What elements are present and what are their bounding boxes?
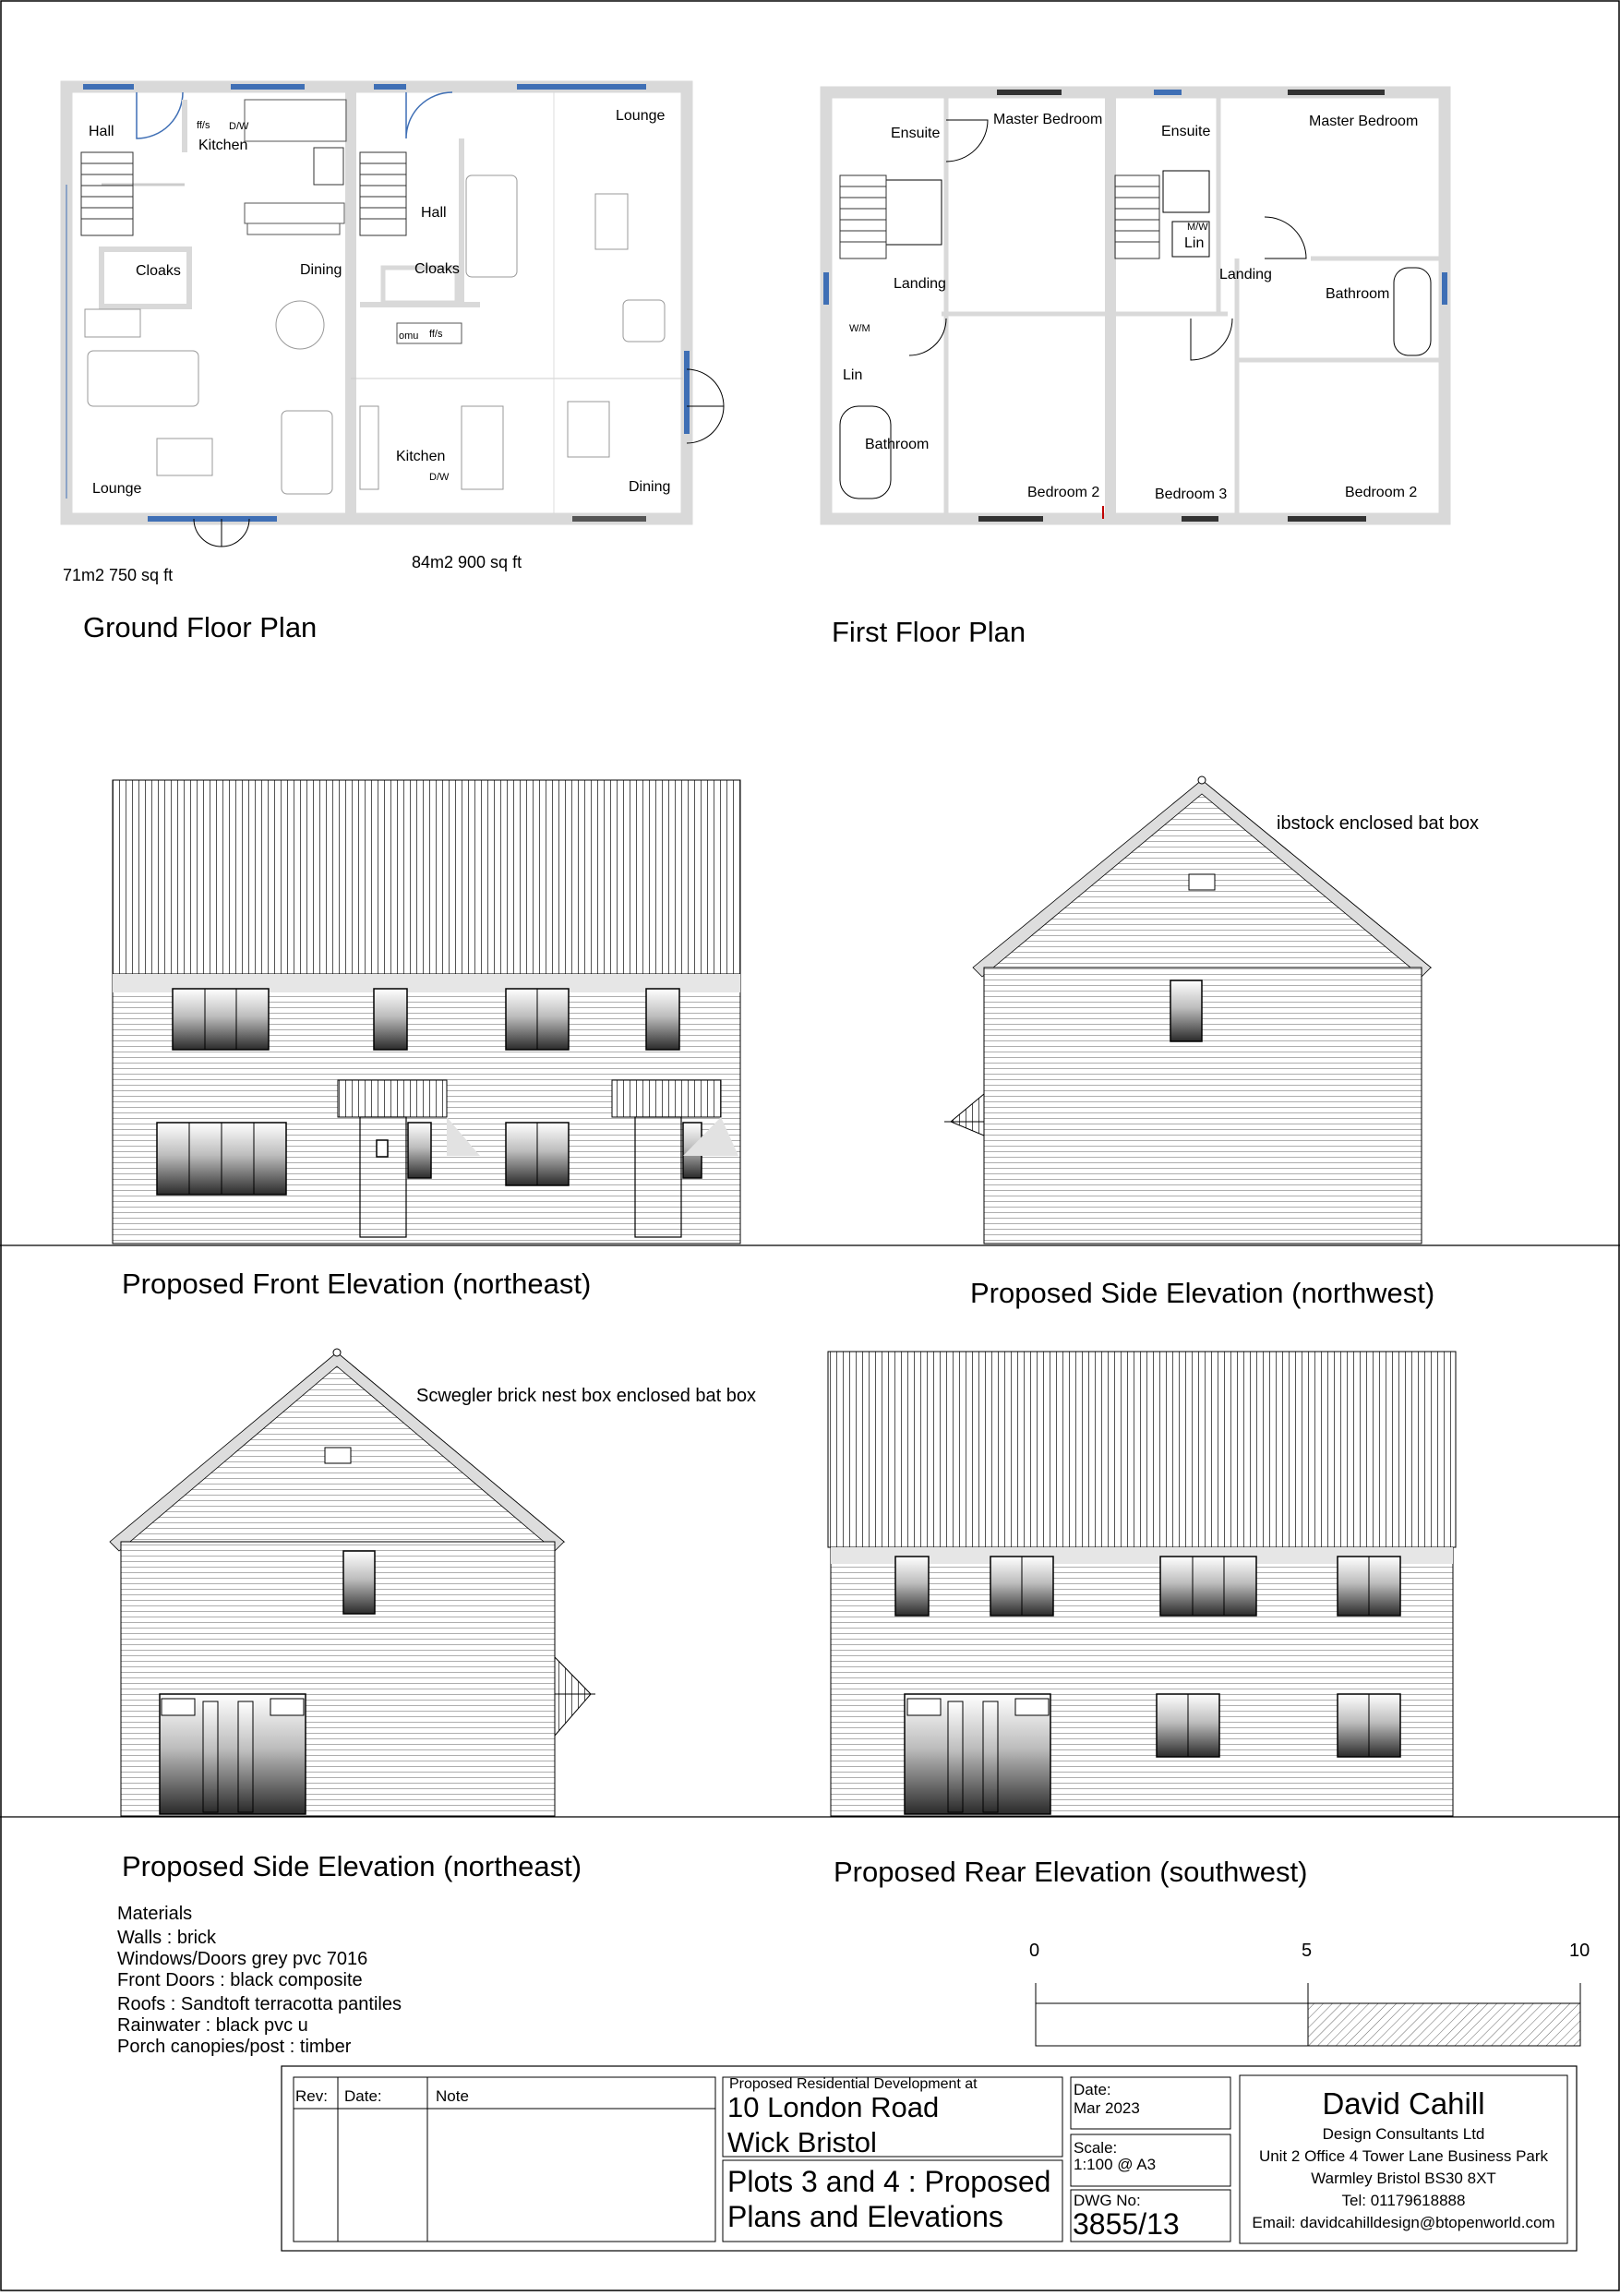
ground-floor-title: Ground Floor Plan <box>83 611 318 643</box>
materials-item: Rainwater : black pvc u <box>117 2015 308 2036</box>
side-elevation-northeast <box>110 1349 595 1816</box>
company-name: David Cahill <box>1322 2086 1485 2121</box>
gf-b-omu: omu <box>399 331 419 342</box>
materials-item: Walls : brick <box>117 1928 217 1948</box>
company-subtitle: Design Consultants Ltd <box>1322 2125 1485 2143</box>
bat-box-nw-note: ibstock enclosed bat box <box>1277 813 1480 834</box>
side-elevation-nw-title: Proposed Side Elevation (northwest) <box>970 1277 1435 1309</box>
sheet-title-line2: Plans and Elevations <box>727 2200 1003 2233</box>
rev-header: Rev: <box>295 2087 328 2105</box>
plot-a-area: 71m2 750 sq ft <box>63 566 174 584</box>
dwg-value: 3855/13 <box>1073 2207 1180 2241</box>
ff-a-bathroom: Bathroom <box>865 437 930 452</box>
company-email: Email: davidcahilldesign@btopenworld.com <box>1252 2214 1555 2231</box>
gf-a-kitchen: Kitchen <box>198 138 248 153</box>
rear-elevation <box>828 1352 1456 1816</box>
ff-b-ensuite: Ensuite <box>1161 124 1211 139</box>
ff-a-lin: Lin <box>843 367 863 383</box>
gf-a-ffs: ff/s <box>197 120 210 131</box>
gf-b-lounge: Lounge <box>616 108 666 124</box>
gf-b-dw: D/W <box>429 472 450 483</box>
dwg-label: DWG No: <box>1074 2192 1141 2209</box>
sheet-title-line1: Plots 3 and 4 : Proposed <box>727 2165 1051 2198</box>
ff-a-wm: W/M <box>849 323 870 334</box>
gf-a-hall: Hall <box>89 124 114 139</box>
ff-a-bedroom-2: Bedroom 2 <box>1027 485 1100 500</box>
ff-a-master-bedroom: Master Bedroom <box>993 112 1103 127</box>
front-elevation-title: Proposed Front Elevation (northeast) <box>122 1268 592 1300</box>
first-floor-title: First Floor Plan <box>832 616 1026 648</box>
side-elevation-northwest <box>944 776 1431 1244</box>
ground-floor-plan <box>66 87 724 547</box>
note-header: Note <box>436 2087 469 2105</box>
scale-tick-label: 0 <box>1029 1941 1040 1961</box>
date-label: Date: <box>1074 2081 1111 2098</box>
date-header: Date: <box>344 2087 382 2105</box>
ff-b-mw: M/W <box>1187 222 1208 233</box>
ff-b-bedroom-3: Bedroom 3 <box>1155 487 1228 502</box>
gf-a-dining: Dining <box>300 262 342 278</box>
plot-b-area: 84m2 900 sq ft <box>412 553 522 571</box>
materials-item: Porch canopies/post : timber <box>117 2037 352 2057</box>
address-line1: 10 London Road <box>727 2091 940 2123</box>
gf-b-hall: Hall <box>421 205 447 221</box>
ff-a-landing: Landing <box>894 276 946 292</box>
scale-label: Scale: <box>1074 2139 1118 2157</box>
materials-heading: Materials <box>117 1904 193 1924</box>
rear-elevation-title: Proposed Rear Elevation (southwest) <box>834 1856 1308 1888</box>
gf-b-ffs: ff/s <box>429 329 443 340</box>
gf-a-cloaks: Cloaks <box>136 263 181 279</box>
project-caption: Proposed Residential Development at <box>729 2076 978 2092</box>
company-tel: Tel: 01179618888 <box>1341 2192 1466 2209</box>
scale-bar <box>1036 1983 1580 2046</box>
gf-b-kitchen: Kitchen <box>396 449 446 464</box>
company-address1: Unit 2 Office 4 Tower Lane Business Park <box>1258 2147 1549 2165</box>
scale-tick-label: 10 <box>1569 1941 1590 1961</box>
bat-box-ne-note: Scwegler brick nest box enclosed bat box <box>416 1386 756 1406</box>
date-value: Mar 2023 <box>1074 2099 1140 2117</box>
ff-b-master-bedroom: Master Bedroom <box>1309 114 1419 129</box>
gf-b-cloaks: Cloaks <box>414 261 460 277</box>
materials-item: Front Doors : black composite <box>117 1970 363 1990</box>
ff-a-ensuite: Ensuite <box>891 126 941 141</box>
first-floor-plan <box>826 92 1445 519</box>
address-line2: Wick Bristol <box>727 2126 877 2158</box>
side-elevation-ne-title: Proposed Side Elevation (northeast) <box>122 1850 582 1882</box>
gf-b-dining: Dining <box>629 479 671 495</box>
ff-b-bedroom-2: Bedroom 2 <box>1345 485 1418 500</box>
ff-b-bathroom: Bathroom <box>1326 286 1390 302</box>
materials-item: Windows/Doors grey pvc 7016 <box>117 1949 368 1969</box>
scale-value: 1:100 @ A3 <box>1074 2156 1157 2173</box>
front-elevation <box>113 780 740 1244</box>
ff-b-landing: Landing <box>1219 267 1272 282</box>
company-address2: Warmley Bristol BS30 8XT <box>1311 2170 1496 2187</box>
gf-a-lounge: Lounge <box>92 481 142 497</box>
scale-tick-label: 5 <box>1302 1941 1313 1961</box>
ff-b-lin: Lin <box>1184 235 1205 251</box>
materials-item: Roofs : Sandtoft terracotta pantiles <box>117 1994 402 2014</box>
gf-a-dw: D/W <box>229 121 249 132</box>
